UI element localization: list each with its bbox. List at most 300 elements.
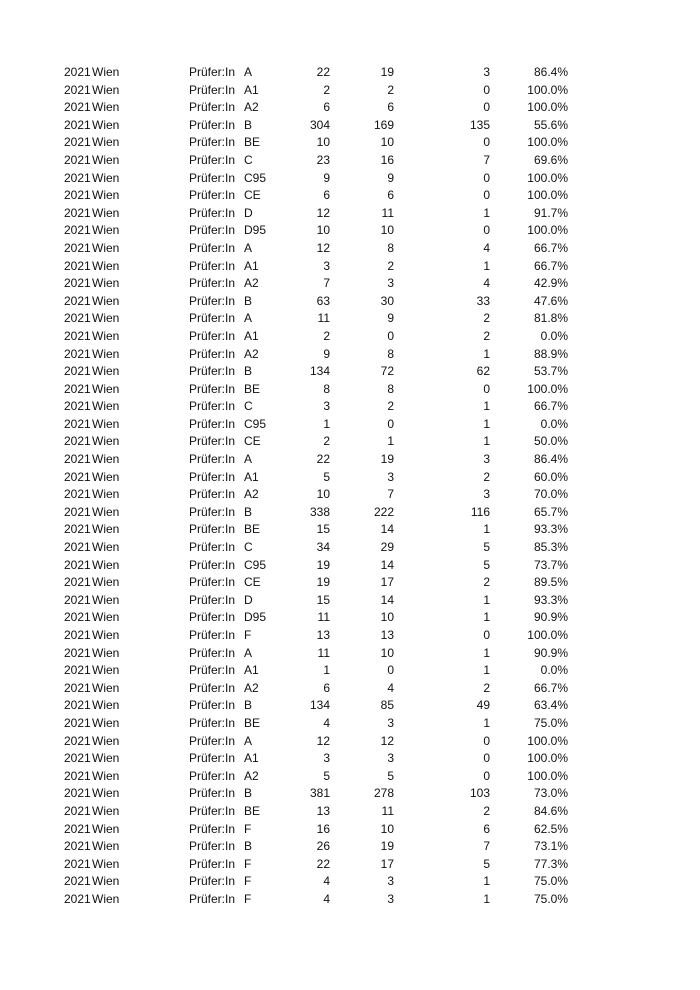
- role-cell: Prüfer:In: [189, 469, 236, 484]
- total-count-cell: 22: [316, 65, 330, 79]
- failed-count-cell: 0: [483, 82, 490, 97]
- role-cell: Prüfer:In: [189, 504, 236, 519]
- passed-count-cell: 2: [387, 399, 394, 414]
- table-row: [0, 222, 700, 240]
- license-class-cell: CE: [244, 575, 261, 590]
- total-count-cell: 2: [323, 328, 330, 343]
- failed-count-cell: 0: [483, 188, 490, 203]
- role-cell: Prüfer:In: [189, 170, 236, 185]
- license-class-cell: D95: [244, 223, 267, 238]
- failed-count-cell: 5: [483, 856, 490, 871]
- city-cell: Wien: [92, 100, 120, 115]
- table-row: [0, 152, 700, 170]
- pass-rate-cell: 73.1%: [533, 839, 568, 854]
- pass-rate-cell: 53.7%: [533, 364, 568, 379]
- license-class-cell: B: [244, 293, 253, 308]
- license-class-cell: C: [244, 540, 253, 555]
- failed-count-cell: 1: [483, 434, 490, 449]
- pass-rate-cell: 65.7%: [533, 504, 568, 519]
- year-cell: 2021: [64, 223, 91, 238]
- role-cell: Prüfer:In: [189, 188, 236, 203]
- city-cell: Wien: [92, 364, 120, 379]
- table-row: [0, 99, 700, 117]
- license-class-cell: B: [244, 364, 253, 379]
- license-class-cell: A1: [244, 328, 259, 343]
- passed-count-cell: 85: [380, 698, 394, 713]
- license-class-cell: A2: [244, 346, 259, 361]
- table-row: [0, 205, 700, 223]
- failed-count-cell: 116: [470, 504, 490, 519]
- city-cell: Wien: [92, 416, 120, 431]
- passed-count-cell: 3: [387, 751, 394, 766]
- role-cell: Prüfer:In: [189, 733, 236, 748]
- passed-count-cell: 17: [380, 575, 394, 590]
- role-cell: Prüfer:In: [189, 117, 236, 132]
- pass-rate-cell: 90.9%: [533, 610, 568, 625]
- city-cell: Wien: [92, 522, 120, 537]
- pass-rate-cell: 66.7%: [533, 399, 568, 414]
- pass-rate-cell: 47.6%: [533, 293, 568, 308]
- pass-rate-cell: 66.7%: [533, 240, 568, 255]
- role-cell: Prüfer:In: [189, 856, 236, 871]
- failed-count-cell: 0: [483, 628, 490, 642]
- total-count-cell: 1: [323, 416, 330, 431]
- failed-count-cell: 0: [483, 100, 490, 115]
- license-class-cell: A2: [244, 768, 259, 783]
- table-row: [0, 574, 700, 592]
- year-cell: 2021: [64, 540, 91, 555]
- table-row: [0, 363, 700, 381]
- failed-count-cell: 62: [476, 364, 490, 379]
- pass-rate-cell: 91.7%: [533, 205, 568, 220]
- passed-count-cell: 0: [387, 416, 394, 431]
- year-cell: 2021: [64, 346, 91, 361]
- role-cell: Prüfer:In: [189, 592, 236, 607]
- passed-count-cell: 19: [380, 839, 394, 854]
- total-count-cell: 4: [323, 874, 330, 889]
- table-row: [0, 310, 700, 328]
- total-count-cell: 304: [309, 117, 330, 132]
- license-class-cell: C95: [244, 557, 267, 572]
- pass-rate-cell: 66.7%: [533, 680, 568, 695]
- year-cell: 2021: [64, 381, 91, 396]
- year-cell: 2021: [64, 399, 91, 414]
- year-cell: 2021: [64, 135, 91, 150]
- total-count-cell: 19: [316, 575, 330, 590]
- passed-count-cell: 1: [387, 434, 394, 449]
- pass-rate-cell: 100.0%: [527, 381, 568, 396]
- license-class-cell: F: [244, 821, 252, 836]
- role-cell: Prüfer:In: [189, 346, 236, 361]
- table-row: [0, 592, 700, 610]
- failed-count-cell: 1: [483, 663, 490, 678]
- city-cell: Wien: [92, 540, 120, 555]
- passed-count-cell: 19: [380, 65, 394, 79]
- license-class-cell: C: [244, 399, 253, 414]
- city-cell: Wien: [92, 751, 120, 766]
- failed-count-cell: 1: [483, 205, 490, 220]
- city-cell: Wien: [92, 645, 120, 660]
- year-cell: 2021: [64, 487, 91, 502]
- city-cell: Wien: [92, 188, 120, 203]
- license-class-cell: F: [244, 891, 252, 906]
- license-class-cell: C95: [244, 416, 267, 431]
- pass-rate-cell: 100.0%: [527, 628, 568, 642]
- total-count-cell: 10: [316, 135, 330, 150]
- passed-count-cell: 10: [380, 135, 394, 150]
- total-count-cell: 13: [316, 628, 330, 642]
- passed-count-cell: 9: [387, 170, 394, 185]
- year-cell: 2021: [64, 839, 91, 854]
- failed-count-cell: 1: [483, 522, 490, 537]
- city-cell: Wien: [92, 311, 120, 326]
- failed-count-cell: 2: [483, 469, 490, 484]
- failed-count-cell: 5: [483, 557, 490, 572]
- pass-rate-cell: 69.6%: [533, 152, 568, 167]
- role-cell: Prüfer:In: [189, 628, 236, 642]
- total-count-cell: 2: [323, 434, 330, 449]
- pass-rate-cell: 85.3%: [533, 540, 568, 555]
- total-count-cell: 4: [323, 715, 330, 730]
- license-class-cell: A: [244, 733, 253, 748]
- city-cell: Wien: [92, 381, 120, 396]
- year-cell: 2021: [64, 768, 91, 783]
- city-cell: Wien: [92, 663, 120, 678]
- city-cell: Wien: [92, 874, 120, 889]
- role-cell: Prüfer:In: [189, 399, 236, 414]
- passed-count-cell: 11: [381, 803, 394, 818]
- failed-count-cell: 0: [483, 223, 490, 238]
- year-cell: 2021: [64, 610, 91, 625]
- failed-count-cell: 2: [483, 311, 490, 326]
- role-cell: Prüfer:In: [189, 891, 236, 906]
- role-cell: Prüfer:In: [189, 645, 236, 660]
- role-cell: Prüfer:In: [189, 82, 236, 97]
- passed-count-cell: 3: [387, 715, 394, 730]
- license-class-cell: A: [244, 645, 253, 660]
- table-row: [0, 416, 700, 434]
- passed-count-cell: 19: [380, 452, 394, 467]
- license-class-cell: B: [244, 117, 253, 132]
- license-class-cell: F: [244, 628, 252, 642]
- total-count-cell: 3: [323, 258, 330, 273]
- table-row: [0, 750, 700, 768]
- role-cell: Prüfer:In: [189, 364, 236, 379]
- total-count-cell: 22: [316, 452, 330, 467]
- role-cell: Prüfer:In: [189, 557, 236, 572]
- role-cell: Prüfer:In: [189, 715, 236, 730]
- year-cell: 2021: [64, 680, 91, 695]
- total-count-cell: 34: [316, 540, 330, 555]
- failed-count-cell: 2: [483, 575, 490, 590]
- pass-rate-cell: 100.0%: [527, 751, 568, 766]
- table-row: [0, 82, 700, 100]
- failed-count-cell: 1: [483, 645, 490, 660]
- pass-rate-cell: 100.0%: [527, 100, 568, 115]
- failed-count-cell: 1: [483, 346, 490, 361]
- pass-rate-cell: 86.4%: [533, 452, 568, 467]
- table-row: [0, 293, 700, 311]
- year-cell: 2021: [64, 522, 91, 537]
- year-cell: 2021: [64, 452, 91, 467]
- year-cell: 2021: [64, 715, 91, 730]
- total-count-cell: 2: [323, 82, 330, 97]
- total-count-cell: 7: [323, 276, 330, 291]
- year-cell: 2021: [64, 205, 91, 220]
- city-cell: Wien: [92, 434, 120, 449]
- passed-count-cell: 16: [380, 152, 394, 167]
- table-row: [0, 821, 700, 839]
- table-row: [0, 785, 700, 803]
- pass-rate-cell: 89.5%: [533, 575, 568, 590]
- role-cell: Prüfer:In: [189, 293, 236, 308]
- failed-count-cell: 3: [483, 452, 490, 467]
- license-class-cell: CE: [244, 188, 261, 203]
- city-cell: Wien: [92, 592, 120, 607]
- year-cell: 2021: [64, 786, 91, 801]
- total-count-cell: 1: [323, 663, 330, 678]
- pass-rate-cell: 100.0%: [527, 768, 568, 783]
- total-count-cell: 5: [323, 469, 330, 484]
- role-cell: Prüfer:In: [189, 522, 236, 537]
- table-row: [0, 258, 700, 276]
- passed-count-cell: 3: [387, 276, 394, 291]
- pass-rate-cell: 50.0%: [533, 434, 568, 449]
- pass-rate-cell: 100.0%: [527, 170, 568, 185]
- role-cell: Prüfer:In: [189, 575, 236, 590]
- city-cell: Wien: [92, 328, 120, 343]
- license-class-cell: A: [244, 311, 253, 326]
- table-row: [0, 240, 700, 258]
- passed-count-cell: 10: [380, 821, 394, 836]
- failed-count-cell: 33: [476, 293, 490, 308]
- failed-count-cell: 0: [483, 733, 490, 748]
- pass-rate-cell: 0.0%: [540, 663, 568, 678]
- role-cell: Prüfer:In: [189, 311, 236, 326]
- city-cell: Wien: [92, 135, 120, 150]
- table-row: [0, 187, 700, 205]
- pass-rate-cell: 60.0%: [533, 469, 568, 484]
- year-cell: 2021: [64, 803, 91, 818]
- table-row: [0, 328, 700, 346]
- city-cell: Wien: [92, 768, 120, 783]
- table-row: [0, 117, 700, 135]
- role-cell: Prüfer:In: [189, 751, 236, 766]
- year-cell: 2021: [64, 416, 91, 431]
- city-cell: Wien: [92, 856, 120, 871]
- pass-rate-cell: 0.0%: [540, 416, 568, 431]
- passed-count-cell: 9: [387, 311, 394, 326]
- total-count-cell: 12: [316, 733, 330, 748]
- pass-rate-cell: 66.7%: [533, 258, 568, 273]
- year-cell: 2021: [64, 592, 91, 607]
- role-cell: Prüfer:In: [189, 416, 236, 431]
- table-row: [0, 381, 700, 399]
- pass-rate-cell: 86.4%: [533, 65, 568, 79]
- city-cell: Wien: [92, 469, 120, 484]
- year-cell: 2021: [64, 100, 91, 115]
- failed-count-cell: 1: [483, 416, 490, 431]
- role-cell: Prüfer:In: [189, 152, 236, 167]
- failed-count-cell: 5: [483, 540, 490, 555]
- passed-count-cell: 17: [380, 856, 394, 871]
- table-row: [0, 856, 700, 874]
- passed-count-cell: 13: [380, 628, 394, 642]
- table-row: [0, 170, 700, 188]
- total-count-cell: 9: [323, 346, 330, 361]
- total-count-cell: 15: [316, 522, 330, 537]
- year-cell: 2021: [64, 557, 91, 572]
- year-cell: 2021: [64, 504, 91, 519]
- role-cell: Prüfer:In: [189, 65, 236, 79]
- failed-count-cell: 3: [483, 65, 490, 79]
- role-cell: Prüfer:In: [189, 223, 236, 238]
- failed-count-cell: 3: [483, 487, 490, 502]
- failed-count-cell: 2: [483, 803, 490, 818]
- pass-rate-cell: 0.0%: [540, 328, 568, 343]
- failed-count-cell: 0: [483, 768, 490, 783]
- role-cell: Prüfer:In: [189, 821, 236, 836]
- passed-count-cell: 2: [387, 258, 394, 273]
- city-cell: Wien: [92, 276, 120, 291]
- role-cell: Prüfer:In: [189, 135, 236, 150]
- spreadsheet-table: [0, 64, 700, 909]
- city-cell: Wien: [92, 680, 120, 695]
- failed-count-cell: 1: [483, 874, 490, 889]
- total-count-cell: 4: [323, 891, 330, 906]
- city-cell: Wien: [92, 82, 120, 97]
- pass-rate-cell: 100.0%: [527, 82, 568, 97]
- year-cell: 2021: [64, 258, 91, 273]
- total-count-cell: 5: [323, 768, 330, 783]
- role-cell: Prüfer:In: [189, 839, 236, 854]
- total-count-cell: 15: [316, 592, 330, 607]
- failed-count-cell: 103: [469, 786, 490, 801]
- pass-rate-cell: 73.7%: [533, 557, 568, 572]
- city-cell: Wien: [92, 821, 120, 836]
- year-cell: 2021: [64, 751, 91, 766]
- total-count-cell: 12: [316, 240, 330, 255]
- year-cell: 2021: [64, 645, 91, 660]
- total-count-cell: 6: [323, 188, 330, 203]
- role-cell: Prüfer:In: [189, 452, 236, 467]
- city-cell: Wien: [92, 839, 120, 854]
- year-cell: 2021: [64, 188, 91, 203]
- table-row: [0, 873, 700, 891]
- passed-count-cell: 8: [387, 346, 394, 361]
- pass-rate-cell: 100.0%: [527, 223, 568, 238]
- pass-rate-cell: 84.6%: [533, 803, 568, 818]
- passed-count-cell: 0: [387, 663, 394, 678]
- pass-rate-cell: 42.9%: [533, 276, 568, 291]
- license-class-cell: C: [244, 152, 253, 167]
- license-class-cell: BE: [244, 803, 261, 818]
- pass-rate-cell: 100.0%: [527, 188, 568, 203]
- city-cell: Wien: [92, 399, 120, 414]
- total-count-cell: 134: [309, 698, 330, 713]
- passed-count-cell: 222: [373, 504, 394, 519]
- role-cell: Prüfer:In: [189, 680, 236, 695]
- license-class-cell: F: [244, 856, 252, 871]
- year-cell: 2021: [64, 874, 91, 889]
- role-cell: Prüfer:In: [189, 100, 236, 115]
- table-row: [0, 680, 700, 698]
- city-cell: Wien: [92, 504, 120, 519]
- license-class-cell: C95: [244, 170, 267, 185]
- license-class-cell: B: [244, 786, 253, 801]
- table-row: [0, 609, 700, 627]
- passed-count-cell: 14: [380, 522, 394, 537]
- city-cell: Wien: [92, 346, 120, 361]
- total-count-cell: 9: [323, 170, 330, 185]
- year-cell: 2021: [64, 170, 91, 185]
- total-count-cell: 338: [309, 504, 330, 519]
- city-cell: Wien: [92, 170, 120, 185]
- role-cell: Prüfer:In: [189, 205, 236, 220]
- city-cell: Wien: [92, 786, 120, 801]
- table-row: [0, 662, 700, 680]
- year-cell: 2021: [64, 276, 91, 291]
- pass-rate-cell: 75.0%: [533, 874, 568, 889]
- role-cell: Prüfer:In: [189, 663, 236, 678]
- year-cell: 2021: [64, 663, 91, 678]
- passed-count-cell: 12: [380, 733, 394, 748]
- license-class-cell: A1: [244, 663, 259, 678]
- total-count-cell: 13: [316, 803, 330, 818]
- pass-rate-cell: 63.4%: [533, 698, 568, 713]
- pass-rate-cell: 100.0%: [527, 733, 568, 748]
- table-row: [0, 645, 700, 663]
- license-class-cell: A2: [244, 276, 259, 291]
- failed-count-cell: 49: [476, 698, 490, 713]
- table-row: [0, 521, 700, 539]
- year-cell: 2021: [64, 117, 91, 132]
- license-class-cell: BE: [244, 522, 261, 537]
- pass-rate-cell: 55.6%: [533, 117, 568, 132]
- table-row: [0, 803, 700, 821]
- table-row: [0, 346, 700, 364]
- failed-count-cell: 135: [469, 117, 490, 132]
- table-row: [0, 504, 700, 522]
- failed-count-cell: 7: [483, 152, 490, 167]
- total-count-cell: 381: [309, 786, 330, 801]
- passed-count-cell: 72: [380, 364, 394, 379]
- city-cell: Wien: [92, 715, 120, 730]
- year-cell: 2021: [64, 82, 91, 97]
- total-count-cell: 11: [317, 311, 330, 326]
- total-count-cell: 23: [316, 152, 330, 167]
- role-cell: Prüfer:In: [189, 786, 236, 801]
- table-row: [0, 275, 700, 293]
- failed-count-cell: 4: [483, 276, 490, 291]
- failed-count-cell: 1: [483, 592, 490, 607]
- failed-count-cell: 1: [483, 610, 490, 625]
- table-row: [0, 768, 700, 786]
- passed-count-cell: 3: [387, 469, 394, 484]
- failed-count-cell: 1: [483, 715, 490, 730]
- failed-count-cell: 1: [483, 891, 490, 906]
- license-class-cell: B: [244, 504, 253, 519]
- failed-count-cell: 1: [483, 399, 490, 414]
- passed-count-cell: 7: [387, 487, 394, 502]
- pass-rate-cell: 100.0%: [527, 135, 568, 150]
- total-count-cell: 3: [323, 751, 330, 766]
- passed-count-cell: 30: [380, 293, 394, 308]
- license-class-cell: D: [244, 205, 253, 220]
- passed-count-cell: 14: [380, 592, 394, 607]
- table-row: [0, 451, 700, 469]
- license-class-cell: D: [244, 592, 253, 607]
